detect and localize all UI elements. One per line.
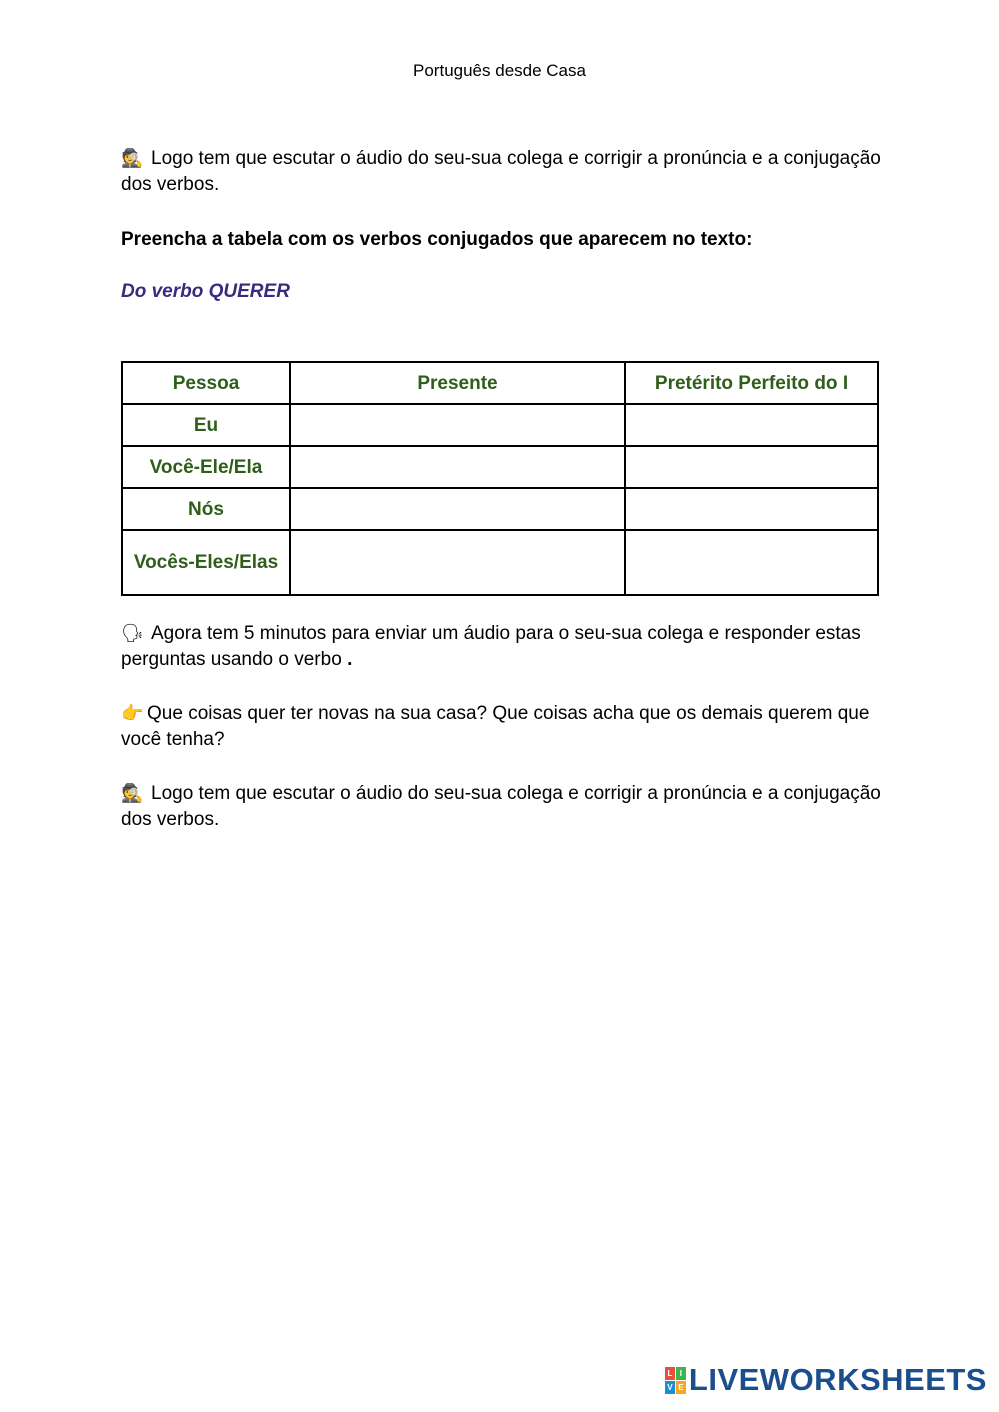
logo-square: L xyxy=(665,1367,675,1380)
question-text: Que coisas quer ter novas na sua casa? Que coisas acha que os demais querem que você tenha? xyxy=(121,703,870,750)
speaking-text: Agora tem 5 minutos para enviar um áudio para o seu-sua colega e responder estas perguntas usando o verbo xyxy=(121,623,861,670)
page-header: Português desde Casa xyxy=(413,61,586,80)
presente-answer-cell[interactable] xyxy=(290,530,625,595)
person-cell: Eu xyxy=(122,404,290,446)
table-row xyxy=(122,446,878,488)
table-header-row xyxy=(122,362,878,404)
closing-paragraph xyxy=(121,781,881,833)
person-cell: Vocês-Eles/Elas xyxy=(122,530,290,595)
speaking-paragraph xyxy=(121,621,881,673)
pointing-hand-icon: 👉 xyxy=(121,703,144,724)
logo-square: I xyxy=(676,1367,686,1380)
preterito-answer-cell[interactable] xyxy=(625,404,878,446)
detective-icon: 🕵 xyxy=(121,148,144,169)
presente-answer-cell[interactable] xyxy=(290,404,625,446)
table-row xyxy=(122,488,878,530)
logo-text: LIVEWORKSHEETS xyxy=(688,1362,987,1397)
liveworksheets-logo xyxy=(665,1362,987,1398)
header-pessoa: Pessoa xyxy=(122,362,290,404)
closing-text: Logo tem que escutar o áudio do seu-sua colega e corrigir a pronúncia e a conjugação dos verbos. xyxy=(121,783,881,830)
detective-icon: 🕵 xyxy=(121,783,144,804)
logo-square: V xyxy=(665,1381,675,1394)
logo-mark-icon xyxy=(665,1367,686,1394)
preterito-answer-cell[interactable] xyxy=(625,446,878,488)
conjugation-table xyxy=(121,361,879,596)
preterito-answer-cell[interactable] xyxy=(625,530,878,595)
intro-paragraph xyxy=(121,146,881,198)
person-cell: Você-Ele/Ela xyxy=(122,446,290,488)
speaking-blank: . xyxy=(347,649,353,670)
instruction-text: Preencha a tabela com os verbos conjugados que aparecem no texto: xyxy=(121,229,753,250)
presente-answer-cell[interactable] xyxy=(290,488,625,530)
question-paragraph xyxy=(121,701,881,753)
preterito-answer-cell[interactable] xyxy=(625,488,878,530)
header-preterito: Pretérito Perfeito do I xyxy=(625,362,878,404)
logo-square: E xyxy=(676,1381,686,1394)
person-cell: Nós xyxy=(122,488,290,530)
table-row xyxy=(122,404,878,446)
header-presente: Presente xyxy=(290,362,625,404)
presente-answer-cell[interactable] xyxy=(290,446,625,488)
speaking-head-icon: 🗣 xyxy=(121,623,144,644)
intro-text: Logo tem que escutar o áudio do seu-sua colega e corrigir a pronúncia e a conjugação dos verbos. xyxy=(121,148,881,195)
table-row xyxy=(122,530,878,595)
verb-subtitle: Do verbo QUERER xyxy=(121,281,290,302)
